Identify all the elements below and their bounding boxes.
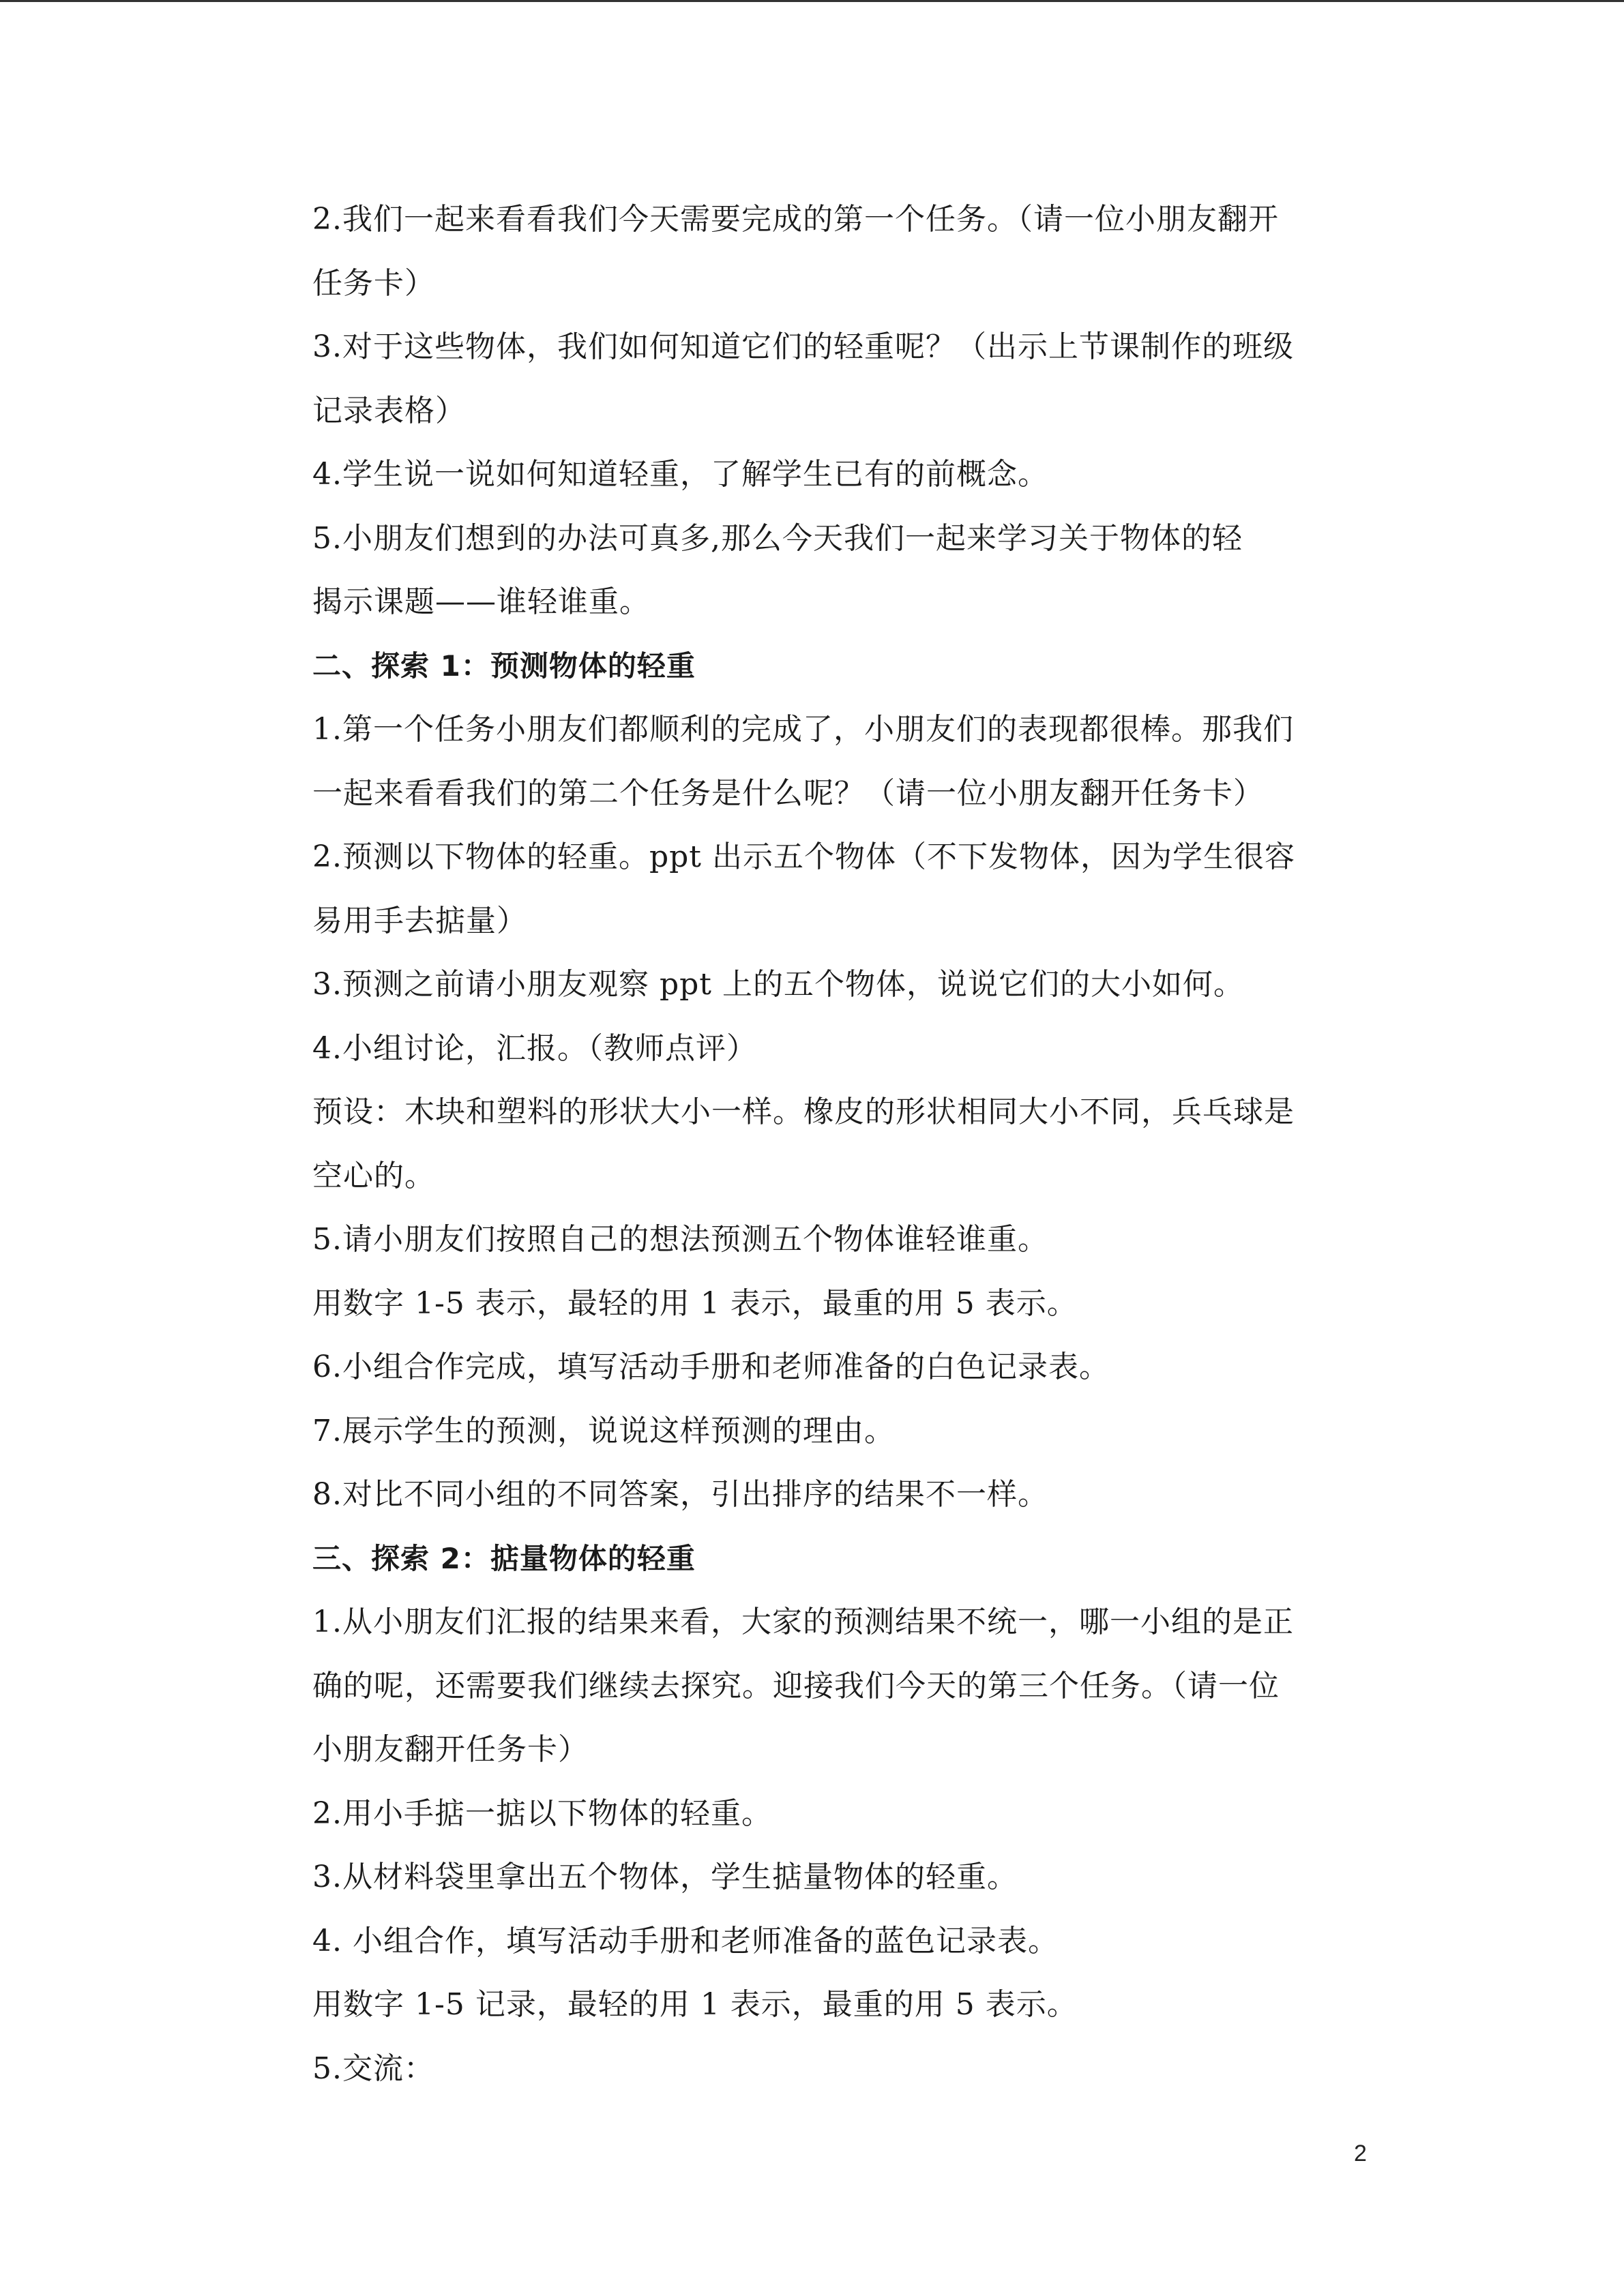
body-line: 空心的。 [312, 1158, 435, 1193]
body-line: 预设：木块和塑料的形状大小一样。橡皮的形状相同大小不同，兵乓球是 [312, 1094, 1295, 1129]
body-line: 用数字 1-5 表示，最轻的用 1 表示，最重的用 5 表示。 [312, 1285, 1078, 1321]
body-line: 3.对于这些物体，我们如何知道它们的轻重呢？（出示上节课制作的班级 [312, 329, 1294, 364]
body-line: 易用手去掂量） [312, 903, 527, 938]
body-line: 4.学生说一说如何知道轻重，了解学生已有的前概念。 [312, 457, 1048, 492]
body-line: 4.小组讨论，汇报。（教师点评） [312, 1030, 757, 1066]
body-line: 2.用小手掂一掂以下物体的轻重。 [312, 1795, 772, 1831]
body-line: 5.请小朋友们按照自己的想法预测五个物体谁轻谁重。 [312, 1222, 1048, 1257]
body-line: 2.我们一起来看看我们今天需要完成的第一个任务。（请一位小朋友翻开 [312, 202, 1279, 237]
section-heading: 二、探索 1：预测物体的轻重 [312, 648, 696, 683]
body-line: 一起来看看我们的第二个任务是什么呢？（请一位小朋友翻开任务卡） [312, 775, 1264, 811]
body-line: 7.展示学生的预测，说说这样预测的理由。 [312, 1413, 895, 1448]
body-line: 5.小朋友们想到的办法可真多,那么今天我们一起来学习关于物体的轻 [312, 520, 1243, 556]
body-line: 揭示课题——谁轻谁重。 [312, 584, 650, 619]
body-line: 1.从小朋友们汇报的结果来看，大家的预测结果不统一，哪一小组的是正 [312, 1605, 1294, 1639]
body-line: 任务卡） [312, 265, 435, 301]
body-line: 1.第一个任务小朋友们都顺利的完成了，小朋友们的表现都很棒。那我们 [312, 712, 1294, 747]
body-line: 确的呢，还需要我们继续去探究。迎接我们今天的第三个任务。（请一位 [312, 1668, 1280, 1703]
body-line: 小朋友翻开任务卡） [312, 1732, 589, 1767]
body-line: 6.小组合作完成，填写活动手册和老师准备的白色记录表。 [312, 1350, 1110, 1384]
body-line: 8.对比不同小组的不同答案，引出排序的结果不一样。 [312, 1477, 1048, 1512]
body-line: 2.预测以下物体的轻重。ppt 出示五个物体（不下发物体，因为学生很容 [312, 839, 1295, 874]
document-body [312, 188, 1363, 2100]
section-heading: 三、探索 2：掂量物体的轻重 [312, 1541, 696, 1575]
body-line: 3.预测之前请小朋友观察 ppt 上的五个物体，说说它们的大小如何。 [312, 967, 1244, 1002]
body-line: 3.从材料袋里拿出五个物体，学生掂量物体的轻重。 [312, 1860, 1018, 1894]
body-line: 用数字 1-5 记录，最轻的用 1 表示，最重的用 5 表示。 [312, 1987, 1078, 2022]
body-line: 4. 小组合作，填写活动手册和老师准备的蓝色记录表。 [312, 1923, 1059, 1958]
page-number: 2 [1354, 2141, 1367, 2166]
body-line: 记录表格） [312, 393, 466, 428]
body-line: 5.交流： [312, 2051, 434, 2086]
